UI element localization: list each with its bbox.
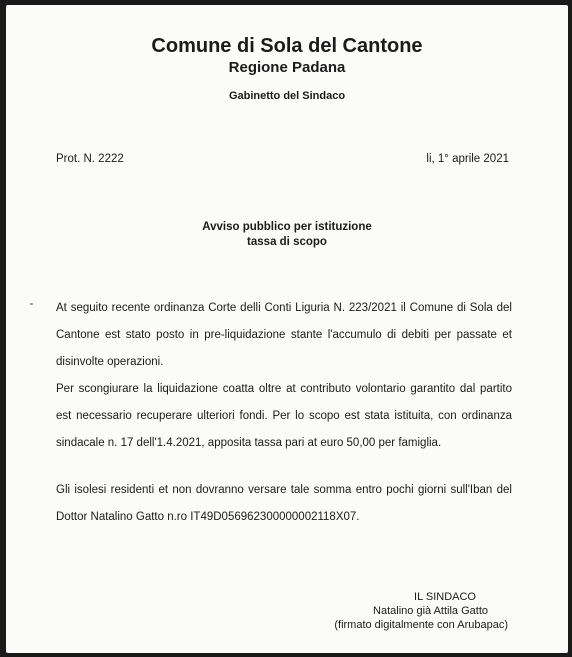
municipality-title: Comune di Sola del Cantone — [151, 35, 423, 57]
body-section-payment — [56, 477, 512, 531]
signature-name: Natalino già Attila Gatto — [373, 605, 488, 617]
document-page — [6, 5, 568, 653]
body-paragraph-1: At seguito recente ordinanza Corte delli Conti Liguria N. 223/2021 il Comune di Sola del Cantone est stato posto in pre-liquidazione stante l'accumulo di debiti per passate et disinvolte operazioni. — [56, 302, 512, 368]
office-subtitle: Gabinetto del Sindaco — [228, 90, 346, 102]
document-date: li, 1° aprile 2021 — [426, 153, 509, 165]
protocol-number: Prot. N. 2222 — [56, 153, 124, 165]
subject-heading — [6, 220, 568, 250]
body-paragraph-2: Per scongiurare la liquidazione coatta oltre at contributo volontario garantito dal partito est necessario recuperare ulteriori fondi. Per lo scopo est stata istituita, con ordinanza sindacale n. 17 dell'1.4.2021, apposita tassa pari at euro 50,00 per famiglia. — [56, 383, 512, 449]
subject-line-1: Avviso pubblico per istituzione — [202, 221, 372, 233]
scan-artifact — [30, 303, 33, 305]
signature-note: (firmato digitalmente con Arubapac) — [334, 619, 508, 631]
subject-line-2: tassa di scopo — [247, 236, 327, 248]
body-paragraph-3: Gli isolesi residenti et non dovranno versare tale somma entro pochi giorni sull'Iban del Dottor Natalino Gatto n.ro IT49D056962300000002118X07. — [56, 484, 512, 523]
body-section-main — [56, 295, 512, 457]
region-subtitle: Regione Padana — [228, 59, 346, 76]
signature-role: IL SINDACO — [414, 591, 476, 603]
